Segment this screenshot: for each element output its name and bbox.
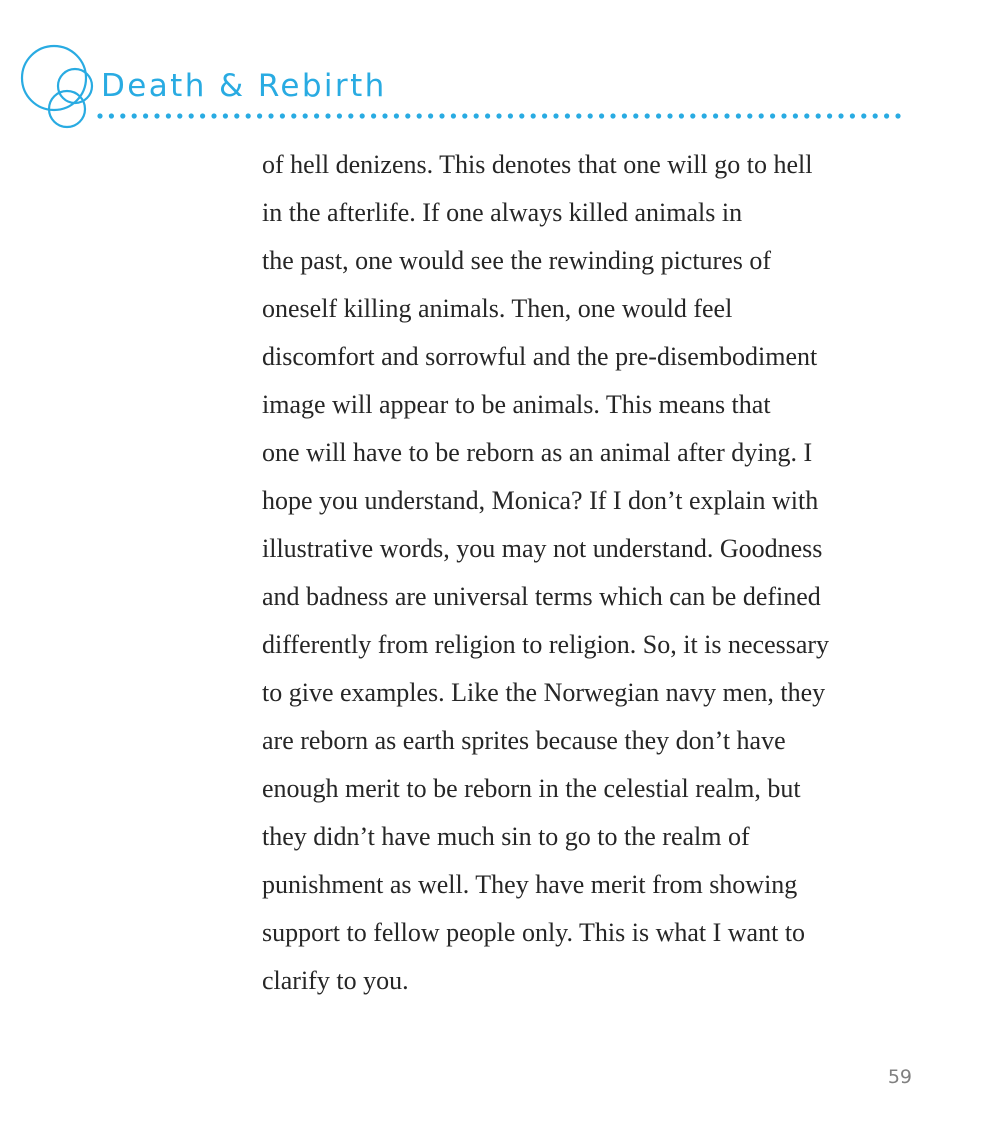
text-line: clarify to you. — [262, 966, 409, 995]
text-line: are reborn as earth sprites because they don’t have — [262, 726, 786, 755]
divider-dot — [394, 113, 399, 118]
divider-dot — [132, 113, 137, 118]
divider-dot — [257, 113, 262, 118]
divider-dot — [348, 113, 353, 118]
dotted-divider — [96, 111, 902, 121]
divider-dot — [166, 113, 171, 118]
divider-dot — [884, 113, 889, 118]
divider-dot — [622, 113, 627, 118]
divider-dot — [485, 113, 490, 118]
divider-dot — [508, 113, 513, 118]
chapter-title: Death & Rebirth — [101, 68, 387, 104]
divider-dot — [633, 113, 638, 118]
divider-dot — [496, 113, 501, 118]
emblem-circle-large — [22, 46, 86, 110]
divider-dot — [325, 113, 330, 118]
divider-dot — [861, 113, 866, 118]
divider-dot — [405, 113, 410, 118]
divider-dot — [177, 113, 182, 118]
divider-dot — [371, 113, 376, 118]
divider-dot — [382, 113, 387, 118]
divider-dot — [588, 113, 593, 118]
divider-dot — [759, 113, 764, 118]
divider-dot — [679, 113, 684, 118]
divider-dot — [200, 113, 205, 118]
divider-dot — [417, 113, 422, 118]
divider-dot — [713, 113, 718, 118]
divider-dot — [189, 113, 194, 118]
divider-dot — [838, 113, 843, 118]
divider-dot — [576, 113, 581, 118]
text-line: hope you understand, Monica? If I don’t explain with — [262, 486, 819, 515]
text-line: illustrative words, you may not understand. Goodness — [262, 534, 823, 563]
divider-dot — [462, 113, 467, 118]
divider-dot — [895, 113, 900, 118]
divider-dot — [610, 113, 615, 118]
text-line: differently from religion to religion. So, it is necessary — [262, 630, 830, 659]
divider-dot — [747, 113, 752, 118]
divider-dot — [531, 113, 536, 118]
divider-dot — [599, 113, 604, 118]
divider-dot — [816, 113, 821, 118]
divider-dot — [542, 113, 547, 118]
divider-dot — [154, 113, 159, 118]
divider-dot — [553, 113, 558, 118]
text-line: image will appear to be animals. This means that — [262, 390, 771, 419]
divider-dot — [109, 113, 114, 118]
divider-dot — [690, 113, 695, 118]
text-line: and badness are universal terms which can be defined — [262, 582, 821, 611]
text-line: of hell denizens. This denotes that one will go to hell — [262, 150, 813, 179]
divider-dot — [827, 113, 832, 118]
divider-dot — [451, 113, 456, 118]
divider-dot — [428, 113, 433, 118]
text-line: discomfort and sorrowful and the pre-disembodiment — [262, 342, 818, 371]
text-line: to give examples. Like the Norwegian navy men, they — [262, 678, 826, 707]
divider-dot — [234, 113, 239, 118]
divider-dot — [667, 113, 672, 118]
divider-dot — [291, 113, 296, 118]
text-line: oneself killing animals. Then, one would feel — [262, 294, 733, 323]
divider-dot — [770, 113, 775, 118]
body-paragraph — [262, 141, 942, 1005]
divider-dot — [781, 113, 786, 118]
page-number: 59 — [887, 1066, 912, 1088]
divider-dot — [850, 113, 855, 118]
text-line: they didn’t have much sin to go to the realm of — [262, 822, 750, 851]
divider-dot — [337, 113, 342, 118]
divider-dot — [360, 113, 365, 118]
divider-dot — [120, 113, 125, 118]
text-line: support to fellow people only. This is what I want to — [262, 918, 806, 947]
text-line: the past, one would see the rewinding pictures of — [262, 246, 772, 275]
divider-dot — [645, 113, 650, 118]
divider-dot — [519, 113, 524, 118]
divider-dot — [736, 113, 741, 118]
divider-dot — [793, 113, 798, 118]
divider-dot — [143, 113, 148, 118]
divider-dot — [474, 113, 479, 118]
divider-dot — [97, 113, 102, 118]
divider-dot — [702, 113, 707, 118]
divider-dot — [211, 113, 216, 118]
text-line: one will have to be reborn as an animal after dying. I — [262, 438, 813, 467]
divider-dot — [246, 113, 251, 118]
text-line: in the afterlife. If one always killed animals in — [262, 198, 743, 227]
divider-dot — [280, 113, 285, 118]
divider-dot — [804, 113, 809, 118]
divider-dot — [303, 113, 308, 118]
text-line: punishment as well. They have merit from showing — [262, 870, 798, 899]
overlapping-circles-icon — [10, 40, 110, 135]
divider-dot — [439, 113, 444, 118]
divider-dot — [656, 113, 661, 118]
divider-dot — [314, 113, 319, 118]
divider-dot — [268, 113, 273, 118]
divider-dot — [724, 113, 729, 118]
divider-dot — [873, 113, 878, 118]
text-line: enough merit to be reborn in the celestial realm, but — [262, 774, 801, 803]
divider-dot — [565, 113, 570, 118]
emblem-circle-medium — [58, 69, 92, 103]
divider-dot — [223, 113, 228, 118]
